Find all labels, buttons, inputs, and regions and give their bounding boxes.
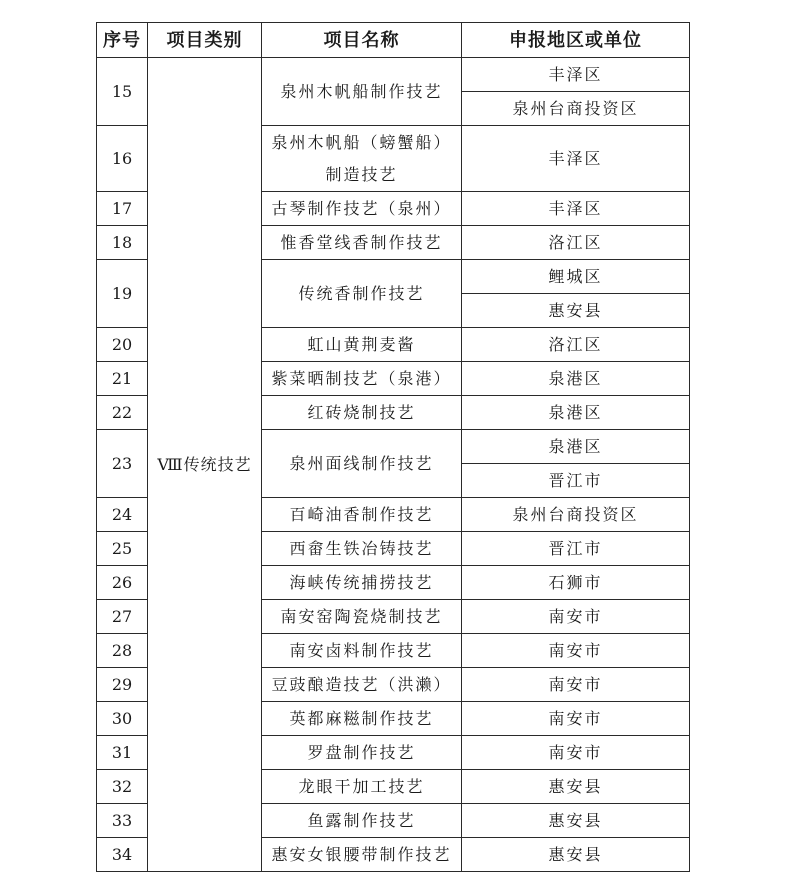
project-category: Ⅷ传统技艺 [148,58,262,872]
row-number: 24 [97,498,148,532]
declaring-region: 惠安县 [462,770,690,804]
declaring-region: 泉港区 [462,396,690,430]
project-name: 豆豉酿造技艺（洪濑） [262,668,462,702]
table-header-row [97,23,690,58]
header-region: 申报地区或单位 [462,23,690,58]
heritage-project-table-sheet [96,22,690,872]
declaring-region: 南安市 [462,736,690,770]
row-number: 33 [97,804,148,838]
declaring-region: 泉州台商投资区 [462,92,690,126]
declaring-region: 南安市 [462,668,690,702]
row-number: 29 [97,668,148,702]
heritage-project-table [96,22,690,872]
project-name [262,126,462,192]
project-name: 惟香堂线香制作技艺 [262,226,462,260]
declaring-region: 惠安县 [462,804,690,838]
project-name: 红砖烧制技艺 [262,396,462,430]
declaring-region: 晋江市 [462,532,690,566]
header-project-name: 项目名称 [262,23,462,58]
project-name: 百崎油香制作技艺 [262,498,462,532]
row-number: 22 [97,396,148,430]
project-name: 古琴制作技艺（泉州） [262,192,462,226]
row-number: 28 [97,634,148,668]
declaring-region: 惠安县 [462,838,690,872]
declaring-region: 南安市 [462,634,690,668]
declaring-region: 晋江市 [462,464,690,498]
row-number: 32 [97,770,148,804]
project-name-line: 制造技艺 [325,164,398,184]
row-number: 31 [97,736,148,770]
project-name: 泉州面线制作技艺 [262,430,462,498]
declaring-region: 南安市 [462,702,690,736]
declaring-region: 石狮市 [462,566,690,600]
project-name: 龙眼干加工技艺 [262,770,462,804]
declaring-region: 泉州台商投资区 [462,498,690,532]
project-name: 传统香制作技艺 [262,260,462,328]
declaring-region: 惠安县 [462,294,690,328]
row-number: 27 [97,600,148,634]
project-name-line: 泉州木帆船（螃蟹船） [271,132,452,152]
project-name: 紫菜晒制技艺（泉港） [262,362,462,396]
declaring-region: 泉港区 [462,362,690,396]
table-body [97,58,690,872]
project-name: 西畲生铁冶铸技艺 [262,532,462,566]
row-number: 34 [97,838,148,872]
declaring-region: 丰泽区 [462,126,690,192]
project-name: 虹山黄荆麦酱 [262,328,462,362]
row-number: 23 [97,430,148,498]
row-number: 20 [97,328,148,362]
declaring-region: 洛江区 [462,328,690,362]
row-number: 15 [97,58,148,126]
table-row [97,58,690,92]
project-name: 海峡传统捕捞技艺 [262,566,462,600]
header-seq: 序号 [97,23,148,58]
project-name: 惠安女银腰带制作技艺 [262,838,462,872]
project-name: 泉州木帆船制作技艺 [262,58,462,126]
project-name: 南安窑陶瓷烧制技艺 [262,600,462,634]
row-number: 19 [97,260,148,328]
row-number: 16 [97,126,148,192]
declaring-region: 南安市 [462,600,690,634]
declaring-region: 丰泽区 [462,192,690,226]
declaring-region: 丰泽区 [462,58,690,92]
row-number: 18 [97,226,148,260]
project-name: 鱼露制作技艺 [262,804,462,838]
project-name: 罗盘制作技艺 [262,736,462,770]
declaring-region: 鲤城区 [462,260,690,294]
project-name: 南安卤料制作技艺 [262,634,462,668]
row-number: 21 [97,362,148,396]
row-number: 26 [97,566,148,600]
project-name: 英都麻糍制作技艺 [262,702,462,736]
row-number: 17 [97,192,148,226]
row-number: 30 [97,702,148,736]
declaring-region: 泉港区 [462,430,690,464]
row-number: 25 [97,532,148,566]
declaring-region: 洛江区 [462,226,690,260]
header-category: 项目类别 [148,23,262,58]
